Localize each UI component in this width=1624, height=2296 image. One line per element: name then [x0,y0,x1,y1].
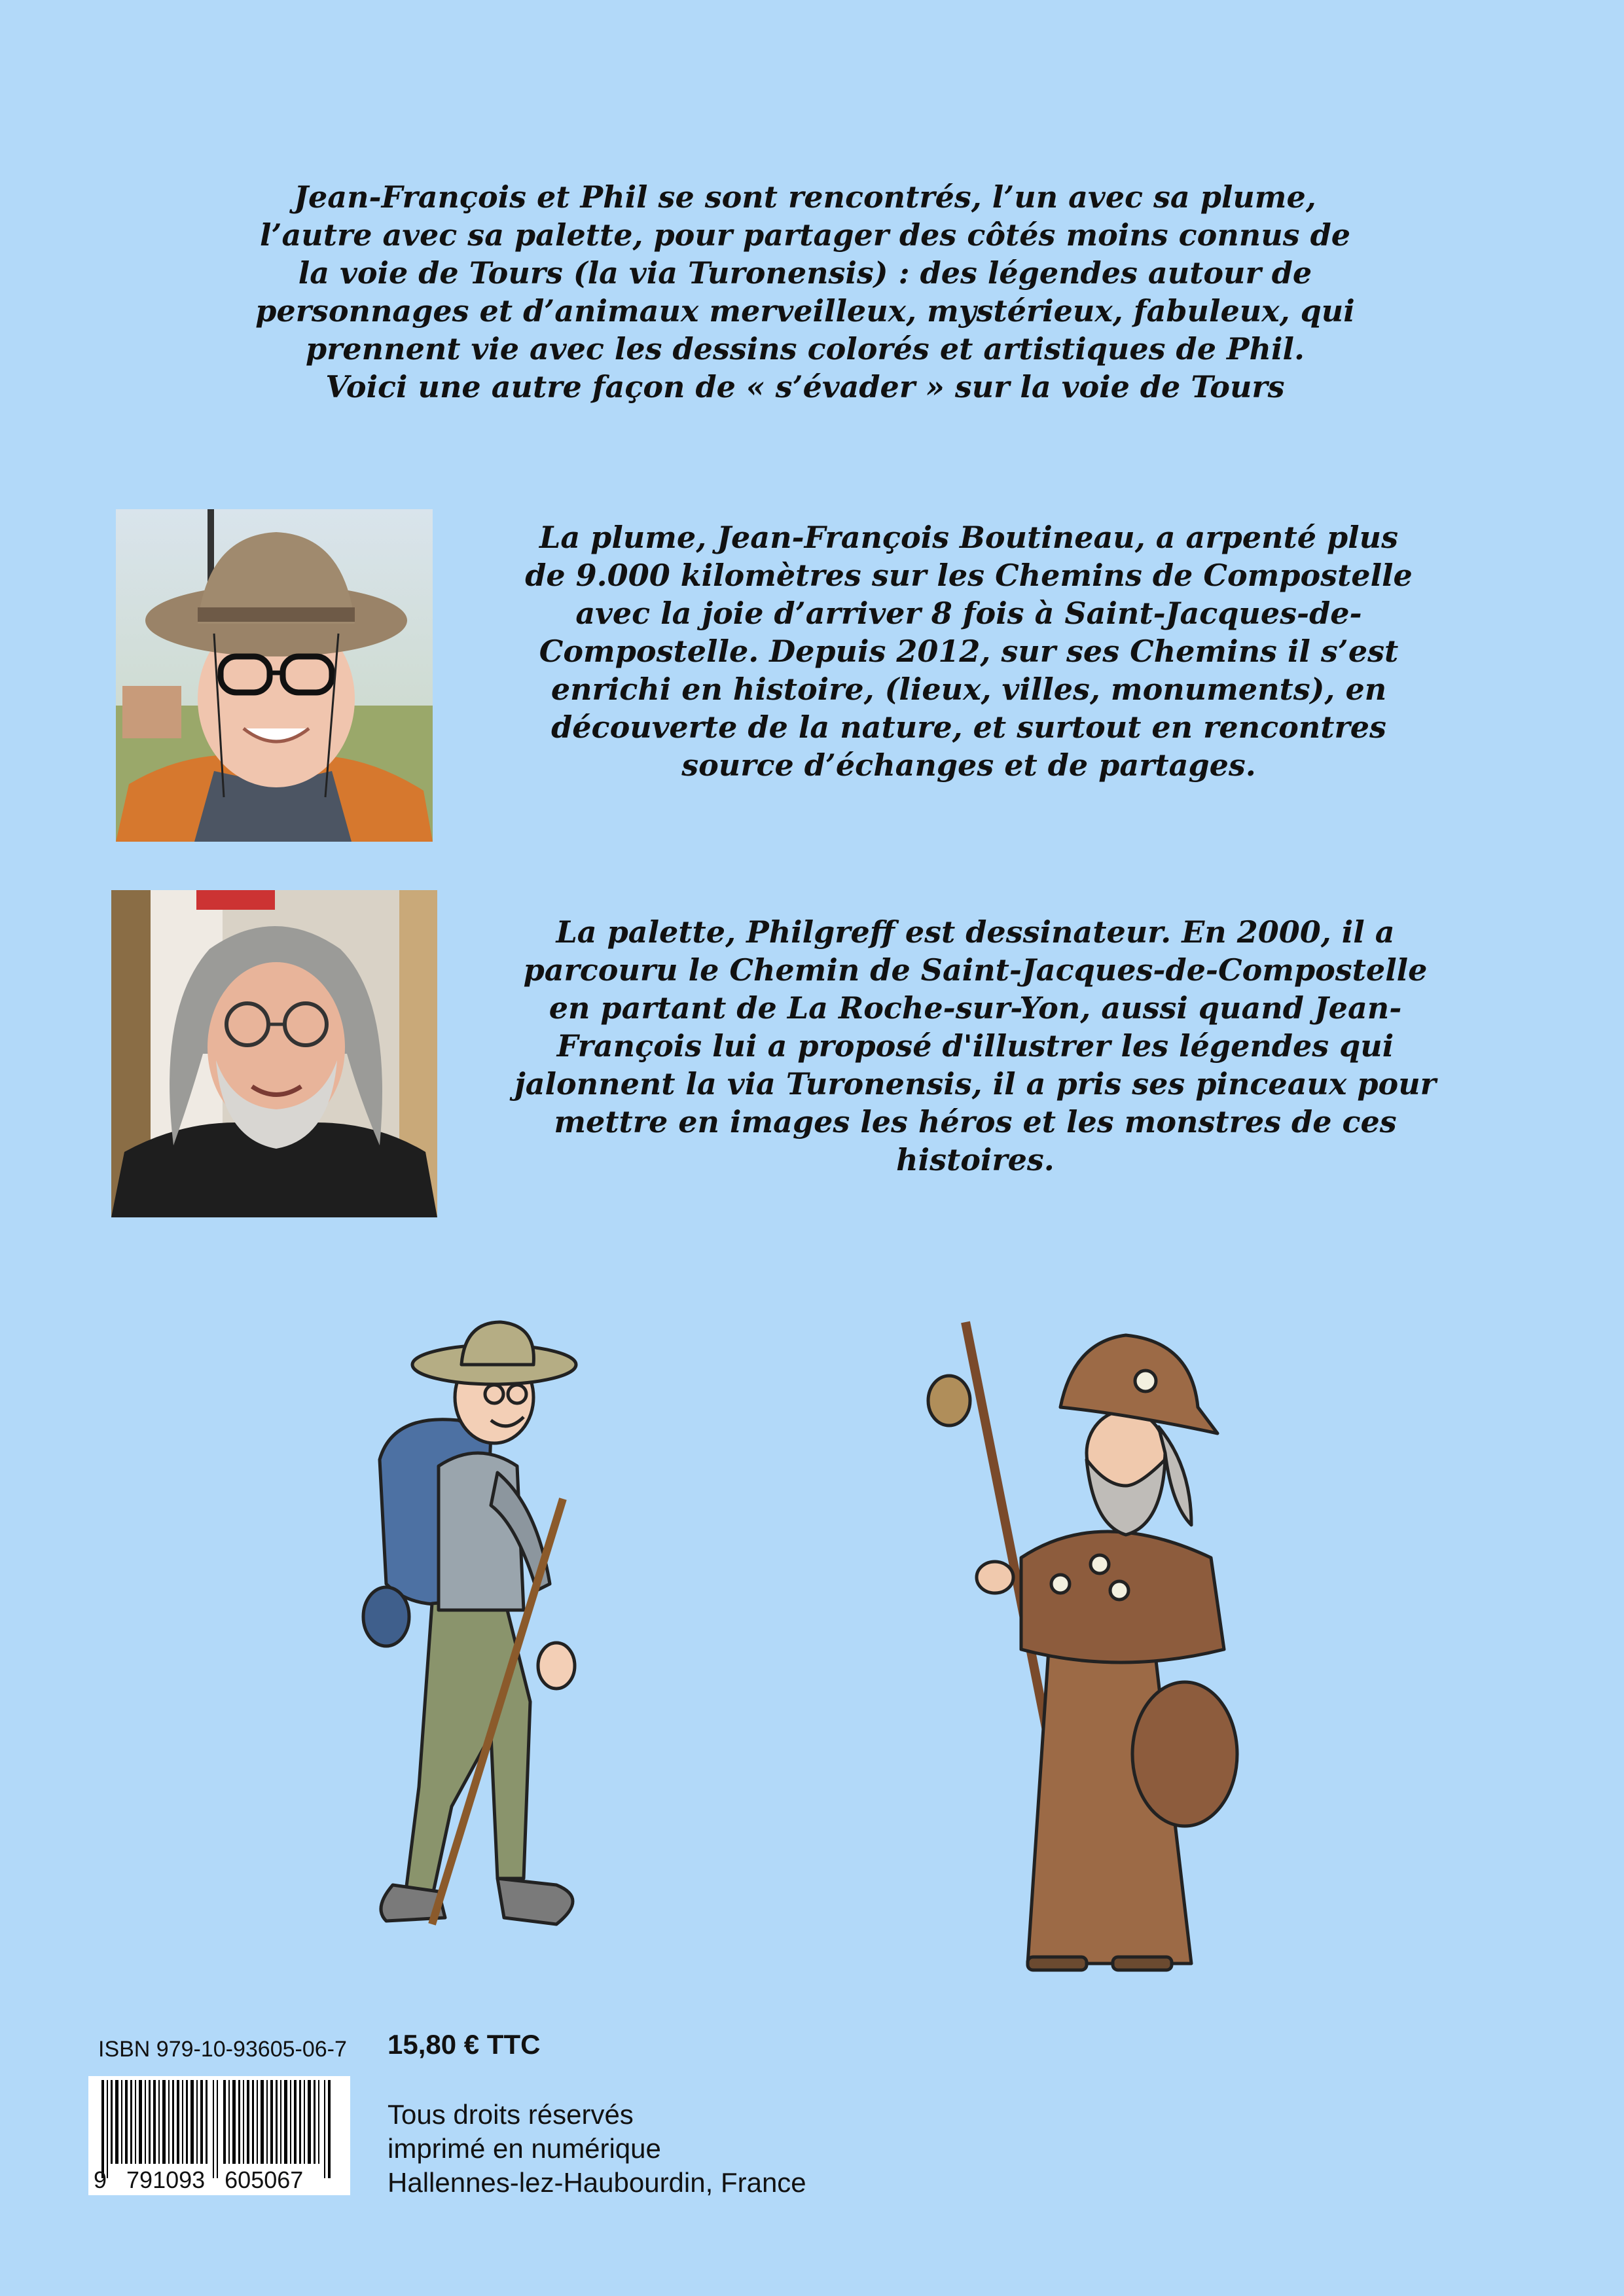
bio-line: La plume, Jean-François Boutineau, a arpenté plus [539,520,1398,555]
bio-line: histoires. [896,1142,1055,1177]
barcode-digits: 9 791093 605067 [94,2166,304,2193]
intro-line: la voie de Tours (la via Turonensis) : des légendes autour de [298,255,1312,291]
bio-line: La palette, Philgreff est dessinateur. En 2000, il a [556,914,1395,950]
intro-line: prennent vie avec les dessins colorés et artistiques de Phil. [306,331,1305,367]
bio-line: avec la joie d’arriver 8 fois à Saint-Jacques-de- [575,596,1362,631]
publisher-line: Tous droits réservés [388,2099,634,2130]
publisher-info [388,2098,806,2200]
price-label: 15,80 € TTC [388,2029,541,2060]
bio-jean-francois [504,518,1434,784]
bio-line: François lui a proposé d'illustrer les légendes qui [556,1028,1394,1064]
bio-line: mettre en images les héros et les monstres de ces [554,1104,1397,1139]
bio-line: parcouru le Chemin de Saint-Jacques-de-Compostelle [523,952,1428,988]
author-photo-philgreff [111,890,437,1217]
bio-line: en partant de La Roche-sur-Yon, aussi quand Jean- [549,990,1402,1026]
publisher-line: imprimé en numérique [388,2133,661,2164]
intro-line: Voici une autre façon de « s’évader » sur la voie de Tours [325,369,1285,404]
bio-line: Compostelle. Depuis 2012, sur ses Chemins il s’est [539,634,1399,669]
barcode [88,2076,350,2195]
intro-line: Jean-François et Phil se sont rencontrés, l’un avec sa plume, [294,179,1316,215]
isbn-label: ISBN 979-10-93605-06-7 [98,2037,347,2062]
pilgrim-illustration [903,1309,1296,1990]
bio-line: découverte de la nature, et surtout en rencontres [551,709,1386,745]
bio-philgreff [504,913,1447,1179]
author-photo-jean-francois [116,509,433,842]
intro-line: personnages et d’animaux merveilleux, mystérieux, fabuleux, qui [255,293,1355,329]
intro-paragraph [216,178,1394,406]
bio-line: source d’échanges et de partages. [681,747,1256,783]
bio-line: de 9.000 kilomètres sur les Chemins de Compostelle [525,558,1413,593]
bio-line: enrichi en histoire, (lieux, villes, monuments), en [550,672,1387,707]
intro-line: l’autre avec sa palette, pour partager des côtés moins connus de [259,217,1351,253]
hiker-illustration [340,1309,681,1964]
publisher-line: Hallennes-lez-Haubourdin, France [388,2167,806,2198]
bio-line: jalonnent la via Turonensis, il a pris ses pinceaux pour [514,1066,1436,1102]
